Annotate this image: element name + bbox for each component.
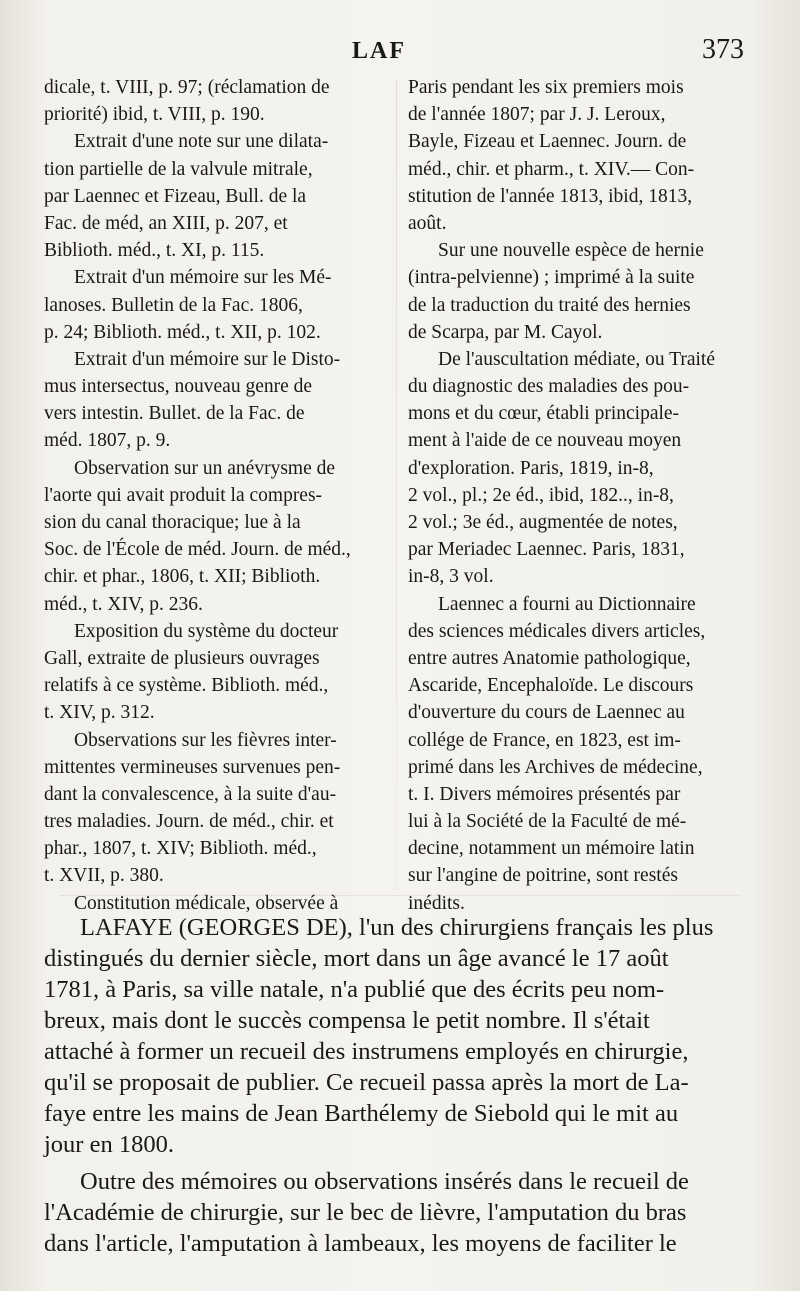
right-line: Sur une nouvelle espèce de hernie	[438, 240, 704, 262]
left-line: priorité) ibid, t. VIII, p. 190.	[44, 104, 265, 126]
right-line: inédits.	[408, 892, 465, 914]
right-line: De l'auscultation médiate, ou Traité	[438, 348, 715, 370]
right-line: d'exploration. Paris, 1819, in-8,	[408, 457, 654, 479]
left-line: dicale, t. VIII, p. 97; (réclamation de	[44, 77, 330, 98]
right-line: d'ouverture du cours de Laennec au	[408, 702, 685, 724]
entry-line: Outre des mémoires ou observations insérés dans le recueil de	[80, 1168, 689, 1195]
left-line: Extrait d'un mémoire sur les Mé-	[74, 267, 332, 289]
left-line: Observations sur les fièvres inter-	[74, 729, 337, 751]
lafaye-entry	[44, 912, 760, 1259]
left-line: p. 24; Biblioth. méd., t. XII, p. 102.	[44, 321, 321, 343]
left-line: par Laennec et Fizeau, Bull. de la	[44, 185, 307, 207]
left-line: t. XVII, p. 380.	[44, 865, 164, 887]
left-line: Extrait d'une note sur une dilata-	[74, 131, 329, 153]
left-line: méd., t. XIV, p. 236.	[44, 593, 203, 615]
left-line: Biblioth. méd., t. XI, p. 115.	[44, 240, 265, 262]
right-line: Bayle, Fizeau et Laennec. Journ. de	[408, 131, 687, 153]
right-line: du diagnostic des maladies des pou-	[408, 376, 690, 398]
right-line: des sciences médicales divers articles,	[408, 620, 706, 642]
left-line: mittentes vermineuses survenues pen-	[44, 756, 341, 778]
entry-line: l'Académie de chirurgie, sur le bec de lièvre, l'amputation du bras	[44, 1199, 687, 1226]
right-line: sur l'angine de poitrine, sont restés	[408, 865, 678, 887]
entry-paragraph-1	[44, 912, 760, 1160]
entry-line: qu'il se proposait de publier. Ce recueil passa après la mort de La-	[44, 1069, 689, 1096]
left-line: sion du canal thoracique; lue à la	[44, 512, 301, 533]
right-line: de la traduction du traité des hernies	[408, 294, 691, 316]
left-line: Extrait d'un mémoire sur le Disto-	[74, 348, 341, 370]
left-line: chir. et phar., 1806, t. XII; Biblioth.	[44, 566, 321, 588]
right-line: stitution de l'année 1813, ibid, 1813,	[408, 185, 693, 207]
left-line: Fac. de méd, an XIII, p. 207, et	[44, 212, 288, 234]
left-line: relatifs à ce système. Biblioth. méd.,	[44, 675, 329, 697]
entry-line: attaché à former un recueil des instrumens employés en chirurgie,	[44, 1038, 689, 1065]
left-line: tres maladies. Journ. de méd., chir. et	[44, 811, 334, 833]
right-line: in-8, 3 vol.	[408, 566, 494, 588]
entry-line: distingués du dernier siècle, mort dans un âge avancé le 17 août	[44, 945, 669, 972]
right-line: lui à la Société de la Faculté de mé-	[408, 811, 687, 833]
entry-line: faye entre les mains de Jean Barthélemy de Siebold qui le mit au	[44, 1100, 679, 1127]
right-line: mons et du cœur, établi principale-	[408, 403, 680, 425]
right-line: Ascaride, Encephaloïde. Le discours	[408, 675, 694, 697]
left-line: mus intersectus, nouveau genre de	[44, 376, 313, 398]
left-line: lanoses. Bulletin de la Fac. 1806,	[44, 294, 303, 316]
right-line: decine, notamment un mémoire latin	[408, 838, 695, 860]
entry-line: 1781, à Paris, sa ville natale, n'a publié que des écrits peu nom-	[44, 976, 665, 1003]
right-line: entre autres Anatomie pathologique,	[408, 647, 691, 669]
running-head: LAF	[352, 38, 406, 64]
left-line: Observation sur un anévrysme de	[74, 457, 336, 479]
right-line: août.	[408, 212, 447, 234]
right-line: de l'année 1807; par J. J. Leroux,	[408, 104, 666, 126]
right-line: primé dans les Archives de médecine,	[408, 756, 703, 778]
right-line: 2 vol.; 3e éd., augmentée de notes,	[408, 512, 678, 533]
left-column	[44, 74, 384, 917]
right-line: Laennec a fourni au Dictionnaire	[438, 593, 696, 615]
right-line: de Scarpa, par M. Cayol.	[408, 321, 603, 343]
right-line: t. I. Divers mémoires présentés par	[408, 783, 681, 805]
entry-paragraph-2	[44, 1166, 760, 1259]
left-line: Constitution médicale, observée à	[74, 892, 339, 914]
left-line: phar., 1807, t. XIV; Biblioth. méd.,	[44, 838, 317, 860]
left-line: dant la convalescence, à la suite d'au-	[44, 783, 337, 805]
entry-line: LAFAYE (GEORGES DE), l'un des chirurgiens français les plus	[80, 914, 714, 941]
left-line: méd. 1807, p. 9.	[44, 430, 171, 452]
left-line: Gall, extraite de plusieurs ouvrages	[44, 647, 320, 669]
right-line: par Meriadec Laennec. Paris, 1831,	[408, 539, 685, 561]
entry-line: breux, mais dont le succès compensa le petit nombre. Il s'était	[44, 1007, 650, 1034]
right-line: collége de France, en 1823, est im-	[408, 729, 681, 751]
column-divider	[396, 80, 397, 890]
right-column	[408, 74, 760, 917]
right-line: méd., chir. et pharm., t. XIV.— Con-	[408, 158, 695, 180]
right-line: (intra-pelvienne) ; imprimé à la suite	[408, 267, 695, 289]
left-line: l'aorte qui avait produit la compres-	[44, 484, 323, 506]
entry-line: jour en 1800.	[44, 1131, 174, 1158]
right-line: 2 vol., pl.; 2e éd., ibid, 182.., in-8,	[408, 484, 674, 506]
left-line: vers intestin. Bullet. de la Fac. de	[44, 403, 305, 425]
entry-line: dans l'article, l'amputation à lambeaux, les moyens de faciliter le	[44, 1230, 677, 1257]
right-line: Paris pendant les six premiers mois	[408, 77, 684, 98]
left-line: t. XIV, p. 312.	[44, 702, 155, 724]
left-line: tion partielle de la valvule mitrale,	[44, 158, 313, 180]
page-header	[0, 34, 800, 70]
section-separator	[60, 895, 740, 906]
page-number: 373	[702, 34, 744, 65]
left-line: Soc. de l'École de méd. Journ. de méd.,	[44, 539, 351, 561]
right-line: ment à l'aide de ce nouveau moyen	[408, 430, 682, 452]
left-line: Exposition du système du docteur	[74, 620, 339, 642]
